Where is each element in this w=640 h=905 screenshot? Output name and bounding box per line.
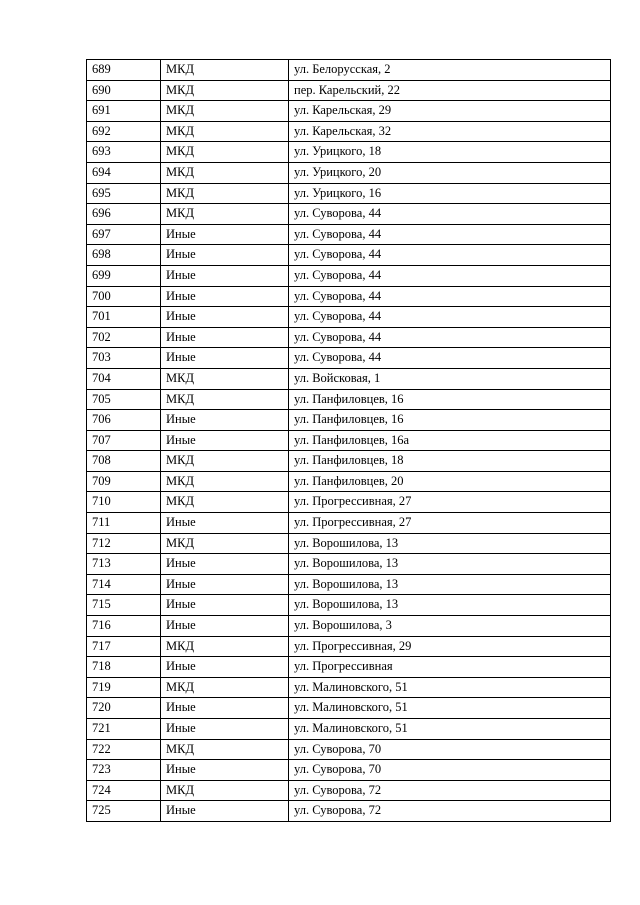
row-number-cell: 713 — [87, 554, 161, 575]
row-number-cell: 711 — [87, 513, 161, 534]
table-row — [87, 368, 611, 389]
row-number-cell: 703 — [87, 348, 161, 369]
row-number-cell: 696 — [87, 204, 161, 225]
registry-table-body — [87, 60, 611, 822]
object-type-cell: Иные — [161, 286, 289, 307]
object-type-cell: МКД — [161, 101, 289, 122]
object-type-cell: МКД — [161, 780, 289, 801]
table-row — [87, 533, 611, 554]
address-cell: ул. Урицкого, 18 — [289, 142, 611, 163]
table-row — [87, 307, 611, 328]
object-type-cell: МКД — [161, 677, 289, 698]
table-row — [87, 574, 611, 595]
row-number-cell: 697 — [87, 224, 161, 245]
object-type-cell: Иные — [161, 698, 289, 719]
table-row — [87, 492, 611, 513]
object-type-cell: МКД — [161, 60, 289, 81]
table-row — [87, 801, 611, 822]
table-row — [87, 183, 611, 204]
address-cell: ул. Панфиловцев, 16 — [289, 389, 611, 410]
table-row — [87, 245, 611, 266]
row-number-cell: 722 — [87, 739, 161, 760]
row-number-cell: 689 — [87, 60, 161, 81]
row-number-cell: 694 — [87, 162, 161, 183]
row-number-cell: 725 — [87, 801, 161, 822]
table-row — [87, 348, 611, 369]
address-cell: ул. Ворошилова, 13 — [289, 554, 611, 575]
object-type-cell: Иные — [161, 410, 289, 431]
object-type-cell: МКД — [161, 492, 289, 513]
object-type-cell: МКД — [161, 142, 289, 163]
object-type-cell: Иные — [161, 657, 289, 678]
object-type-cell: МКД — [161, 121, 289, 142]
row-number-cell: 705 — [87, 389, 161, 410]
row-number-cell: 693 — [87, 142, 161, 163]
row-number-cell: 724 — [87, 780, 161, 801]
registry-table — [86, 59, 611, 822]
object-type-cell: Иные — [161, 307, 289, 328]
address-cell: пер. Карельский, 22 — [289, 80, 611, 101]
row-number-cell: 707 — [87, 430, 161, 451]
address-cell: ул. Малиновского, 51 — [289, 698, 611, 719]
address-cell: ул. Суворова, 44 — [289, 245, 611, 266]
object-type-cell: МКД — [161, 533, 289, 554]
object-type-cell: Иные — [161, 265, 289, 286]
address-cell: ул. Прогрессивная, 29 — [289, 636, 611, 657]
address-cell: ул. Суворова, 44 — [289, 204, 611, 225]
row-number-cell: 691 — [87, 101, 161, 122]
address-cell: ул. Урицкого, 20 — [289, 162, 611, 183]
address-cell: ул. Белорусская, 2 — [289, 60, 611, 81]
table-row — [87, 471, 611, 492]
address-cell: ул. Суворова, 72 — [289, 801, 611, 822]
address-cell: ул. Панфиловцев, 18 — [289, 451, 611, 472]
table-row — [87, 719, 611, 740]
object-type-cell: Иные — [161, 801, 289, 822]
row-number-cell: 716 — [87, 616, 161, 637]
object-type-cell: Иные — [161, 554, 289, 575]
object-type-cell: МКД — [161, 204, 289, 225]
address-cell: ул. Ворошилова, 13 — [289, 595, 611, 616]
object-type-cell: МКД — [161, 471, 289, 492]
row-number-cell: 708 — [87, 451, 161, 472]
object-type-cell: Иные — [161, 245, 289, 266]
row-number-cell: 712 — [87, 533, 161, 554]
address-cell: ул. Прогрессивная, 27 — [289, 492, 611, 513]
row-number-cell: 699 — [87, 265, 161, 286]
address-cell: ул. Карельская, 32 — [289, 121, 611, 142]
address-cell: ул. Суворова, 44 — [289, 265, 611, 286]
table-row — [87, 162, 611, 183]
table-row — [87, 698, 611, 719]
object-type-cell: МКД — [161, 389, 289, 410]
row-number-cell: 720 — [87, 698, 161, 719]
table-row — [87, 327, 611, 348]
row-number-cell: 704 — [87, 368, 161, 389]
address-cell: ул. Суворова, 44 — [289, 286, 611, 307]
address-cell: ул. Ворошилова, 3 — [289, 616, 611, 637]
object-type-cell: Иные — [161, 719, 289, 740]
row-number-cell: 700 — [87, 286, 161, 307]
table-row — [87, 554, 611, 575]
table-row — [87, 389, 611, 410]
table-row — [87, 101, 611, 122]
object-type-cell: Иные — [161, 348, 289, 369]
table-row — [87, 60, 611, 81]
address-cell: ул. Карельская, 29 — [289, 101, 611, 122]
object-type-cell: Иные — [161, 224, 289, 245]
object-type-cell: МКД — [161, 451, 289, 472]
table-row — [87, 657, 611, 678]
address-cell: ул. Суворова, 44 — [289, 348, 611, 369]
address-cell: ул. Ворошилова, 13 — [289, 574, 611, 595]
table-row — [87, 430, 611, 451]
object-type-cell: Иные — [161, 616, 289, 637]
row-number-cell: 695 — [87, 183, 161, 204]
row-number-cell: 706 — [87, 410, 161, 431]
table-row — [87, 451, 611, 472]
table-row — [87, 286, 611, 307]
object-type-cell: МКД — [161, 80, 289, 101]
object-type-cell: МКД — [161, 162, 289, 183]
address-cell: ул. Суворова, 70 — [289, 760, 611, 781]
object-type-cell: МКД — [161, 636, 289, 657]
address-cell: ул. Панфиловцев, 16 — [289, 410, 611, 431]
address-cell: ул. Суворова, 44 — [289, 224, 611, 245]
address-cell: ул. Малиновского, 51 — [289, 677, 611, 698]
table-row — [87, 677, 611, 698]
table-row — [87, 739, 611, 760]
object-type-cell: Иные — [161, 327, 289, 348]
object-type-cell: МКД — [161, 739, 289, 760]
address-cell: ул. Панфиловцев, 16а — [289, 430, 611, 451]
object-type-cell: МКД — [161, 183, 289, 204]
address-cell: ул. Войсковая, 1 — [289, 368, 611, 389]
table-row — [87, 636, 611, 657]
object-type-cell: Иные — [161, 760, 289, 781]
table-row — [87, 224, 611, 245]
table-row — [87, 595, 611, 616]
address-cell: ул. Суворова, 72 — [289, 780, 611, 801]
object-type-cell: Иные — [161, 574, 289, 595]
table-row — [87, 204, 611, 225]
table-row — [87, 121, 611, 142]
row-number-cell: 723 — [87, 760, 161, 781]
table-row — [87, 410, 611, 431]
address-cell: ул. Панфиловцев, 20 — [289, 471, 611, 492]
row-number-cell: 718 — [87, 657, 161, 678]
row-number-cell: 715 — [87, 595, 161, 616]
table-row — [87, 142, 611, 163]
row-number-cell: 701 — [87, 307, 161, 328]
row-number-cell: 709 — [87, 471, 161, 492]
address-cell: ул. Прогрессивная — [289, 657, 611, 678]
address-cell: ул. Прогрессивная, 27 — [289, 513, 611, 534]
row-number-cell: 702 — [87, 327, 161, 348]
address-cell: ул. Суворова, 44 — [289, 327, 611, 348]
address-cell: ул. Суворова, 70 — [289, 739, 611, 760]
row-number-cell: 710 — [87, 492, 161, 513]
row-number-cell: 714 — [87, 574, 161, 595]
object-type-cell: МКД — [161, 368, 289, 389]
address-cell: ул. Суворова, 44 — [289, 307, 611, 328]
table-row — [87, 265, 611, 286]
address-cell: ул. Ворошилова, 13 — [289, 533, 611, 554]
address-cell: ул. Урицкого, 16 — [289, 183, 611, 204]
row-number-cell: 692 — [87, 121, 161, 142]
row-number-cell: 698 — [87, 245, 161, 266]
row-number-cell: 719 — [87, 677, 161, 698]
row-number-cell: 721 — [87, 719, 161, 740]
table-row — [87, 780, 611, 801]
row-number-cell: 690 — [87, 80, 161, 101]
object-type-cell: Иные — [161, 513, 289, 534]
table-row — [87, 760, 611, 781]
object-type-cell: Иные — [161, 430, 289, 451]
table-row — [87, 616, 611, 637]
table-row — [87, 80, 611, 101]
table-row — [87, 513, 611, 534]
object-type-cell: Иные — [161, 595, 289, 616]
row-number-cell: 717 — [87, 636, 161, 657]
address-cell: ул. Малиновского, 51 — [289, 719, 611, 740]
